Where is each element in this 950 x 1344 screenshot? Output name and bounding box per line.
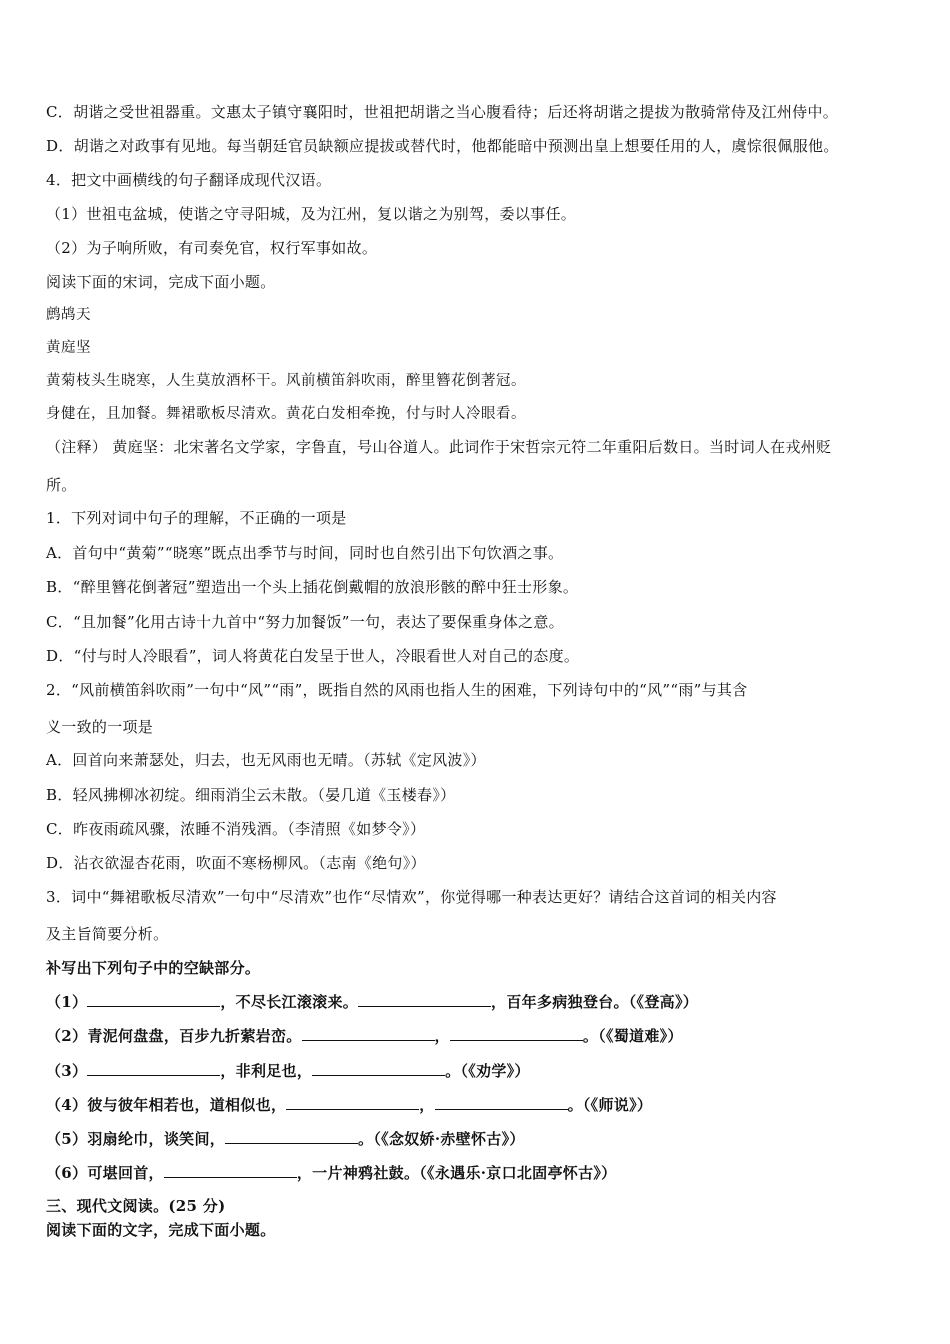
poem-note: （注释） 黄庭坚：北宋著名文学家，字鲁直，号山谷道人。此词作于宋哲宗元符二年重阳后数日。当时词人在戎州贬	[46, 438, 832, 456]
fill-item-2	[46, 1024, 683, 1047]
answer-blank[interactable]	[358, 990, 491, 1007]
section-3-title: 三、现代文阅读。(25 分)	[46, 1197, 226, 1215]
poem-note-cont: 所。	[46, 476, 77, 494]
q4-sentence-1: （1）世祖屯盆城，使谐之守寻阳城，及为江州，复以谐之为别驾，委以事任。	[46, 205, 577, 223]
q2-option-b: B．轻风拂柳冰初绽。细雨消尘云未散。（晏几道《玉楼春》）	[46, 786, 456, 804]
item-text: 可堪回首，	[87, 1164, 164, 1182]
fill-item-6	[46, 1161, 616, 1184]
item-text: ，一片神鸦社鼓。（《永遇乐·京口北固亭怀古》）	[296, 1164, 617, 1182]
item-text: ，非利足也，	[220, 1062, 313, 1080]
item-text: ，不尽长江滚滚来。	[220, 993, 359, 1011]
q3-stem-cont: 及主旨简要分析。	[46, 925, 169, 943]
q4-title: 4．把文中画横线的句子翻译成现代汉语。	[46, 171, 332, 189]
q1-option-b: B．“醉里簪花倒著冠”塑造出一个头上插花倒戴帽的放浪形骸的醉中狂士形象。	[46, 578, 579, 596]
answer-blank[interactable]	[164, 1161, 297, 1178]
q1-option-c: C．“且加餐”化用古诗十九首中“努力加餐饭”一句，表达了要保重身体之意。	[46, 613, 564, 631]
item-text: 彼与彼年相若也，道相似也，	[87, 1096, 287, 1114]
answer-blank[interactable]	[87, 1059, 220, 1076]
item-number: （3）	[46, 1062, 88, 1080]
item-text: 。（《师说》）	[567, 1096, 653, 1114]
item-number: （5）	[46, 1130, 88, 1148]
poem-intro: 阅读下面的宋词，完成下面小题。	[46, 273, 276, 291]
option-d-hu: D．胡谐之对政事有见地。每当朝廷官员缺额应提拔或替代时，他都能暗中预测出皇上想要任用的人，虞悰很佩服他。	[46, 137, 839, 155]
answer-blank[interactable]	[87, 990, 220, 1007]
answer-blank[interactable]	[435, 1093, 568, 1110]
option-c-hu: C．胡谐之受世祖器重。文惠太子镇守襄阳时，世祖把胡谐之当心腹看待；后还将胡谐之提拔为散骑常侍及江州侍中。	[46, 103, 839, 121]
section-3-intro: 阅读下面的文字，完成下面小题。	[46, 1221, 276, 1239]
item-text: 。（《蜀道难》）	[582, 1027, 683, 1045]
fill-item-5	[46, 1127, 525, 1150]
item-number: （2）	[46, 1027, 88, 1045]
q2-option-d: D．沾衣欲湿杏花雨，吹面不寒杨柳风。（志南《绝句》）	[46, 854, 426, 872]
answer-blank[interactable]	[286, 1093, 419, 1110]
item-text: ，	[419, 1096, 435, 1114]
fill-item-3	[46, 1059, 530, 1082]
poem-title: 鹧鸪天	[46, 307, 91, 323]
fill-item-1	[46, 990, 698, 1013]
poem-line-1: 黄菊枝头生晓寒，人生莫放酒杯干。风前横笛斜吹雨，醉里簪花倒著冠。	[46, 373, 526, 389]
item-text: ，百年多病独登台。（《登高》）	[491, 993, 699, 1011]
fill-heading: 补写出下列句子中的空缺部分。	[46, 959, 261, 977]
poem-author: 黄庭坚	[46, 340, 91, 356]
q2-option-c: C．昨夜雨疏风骤，浓睡不消残酒。（李清照《如梦令》）	[46, 820, 426, 838]
fill-item-4	[46, 1093, 652, 1116]
q2-option-a: A．回首向来萧瑟处，归去，也无风雨也无晴。（苏轼《定风波》）	[46, 751, 486, 769]
item-number: （1）	[46, 993, 88, 1011]
q1-stem: 1．下列对词中句子的理解，不正确的一项是	[46, 509, 347, 527]
q1-option-d: D．“付与时人冷眼看”，词人将黄花白发呈于世人，冷眼看世人对自己的态度。	[46, 647, 580, 665]
q3-stem: 3．词中“舞裙歌板尽清欢”一句中“尽清欢”也作“尽情欢”，你觉得哪一种表达更好？请结合这首词的相关内容	[46, 888, 777, 906]
q4-sentence-2: （2）为子响所败，有司奏免官，权行军事如故。	[46, 239, 378, 257]
poem-line-2: 身健在，且加餐。舞裙歌板尽清欢。黄花白发相牵挽，付与时人冷眼看。	[46, 406, 526, 422]
answer-blank[interactable]	[312, 1059, 445, 1076]
q2-stem: 2．“风前横笛斜吹雨”一句中“风”“雨”，既指自然的风雨也指人生的困难，下列诗句中的“风”“雨”与其含	[46, 681, 748, 699]
item-text: 羽扇纶巾，谈笑间，	[87, 1130, 226, 1148]
q1-option-a: A．首句中“黄菊”“晓寒”既点出季节与时间，同时也自然引出下句饮酒之事。	[46, 544, 564, 562]
answer-blank[interactable]	[302, 1024, 435, 1041]
item-text: ，	[434, 1027, 450, 1045]
item-text: 青泥何盘盘，百步九折萦岩峦。	[87, 1027, 302, 1045]
item-text: 。（《劝学》）	[445, 1062, 530, 1080]
item-number: （4）	[46, 1096, 88, 1114]
item-number: （6）	[46, 1164, 88, 1182]
answer-blank[interactable]	[450, 1024, 583, 1041]
answer-blank[interactable]	[225, 1127, 358, 1144]
q2-stem-cont: 义一致的一项是	[46, 718, 154, 736]
item-text: 。（《念奴娇·赤壁怀古》）	[358, 1130, 525, 1148]
